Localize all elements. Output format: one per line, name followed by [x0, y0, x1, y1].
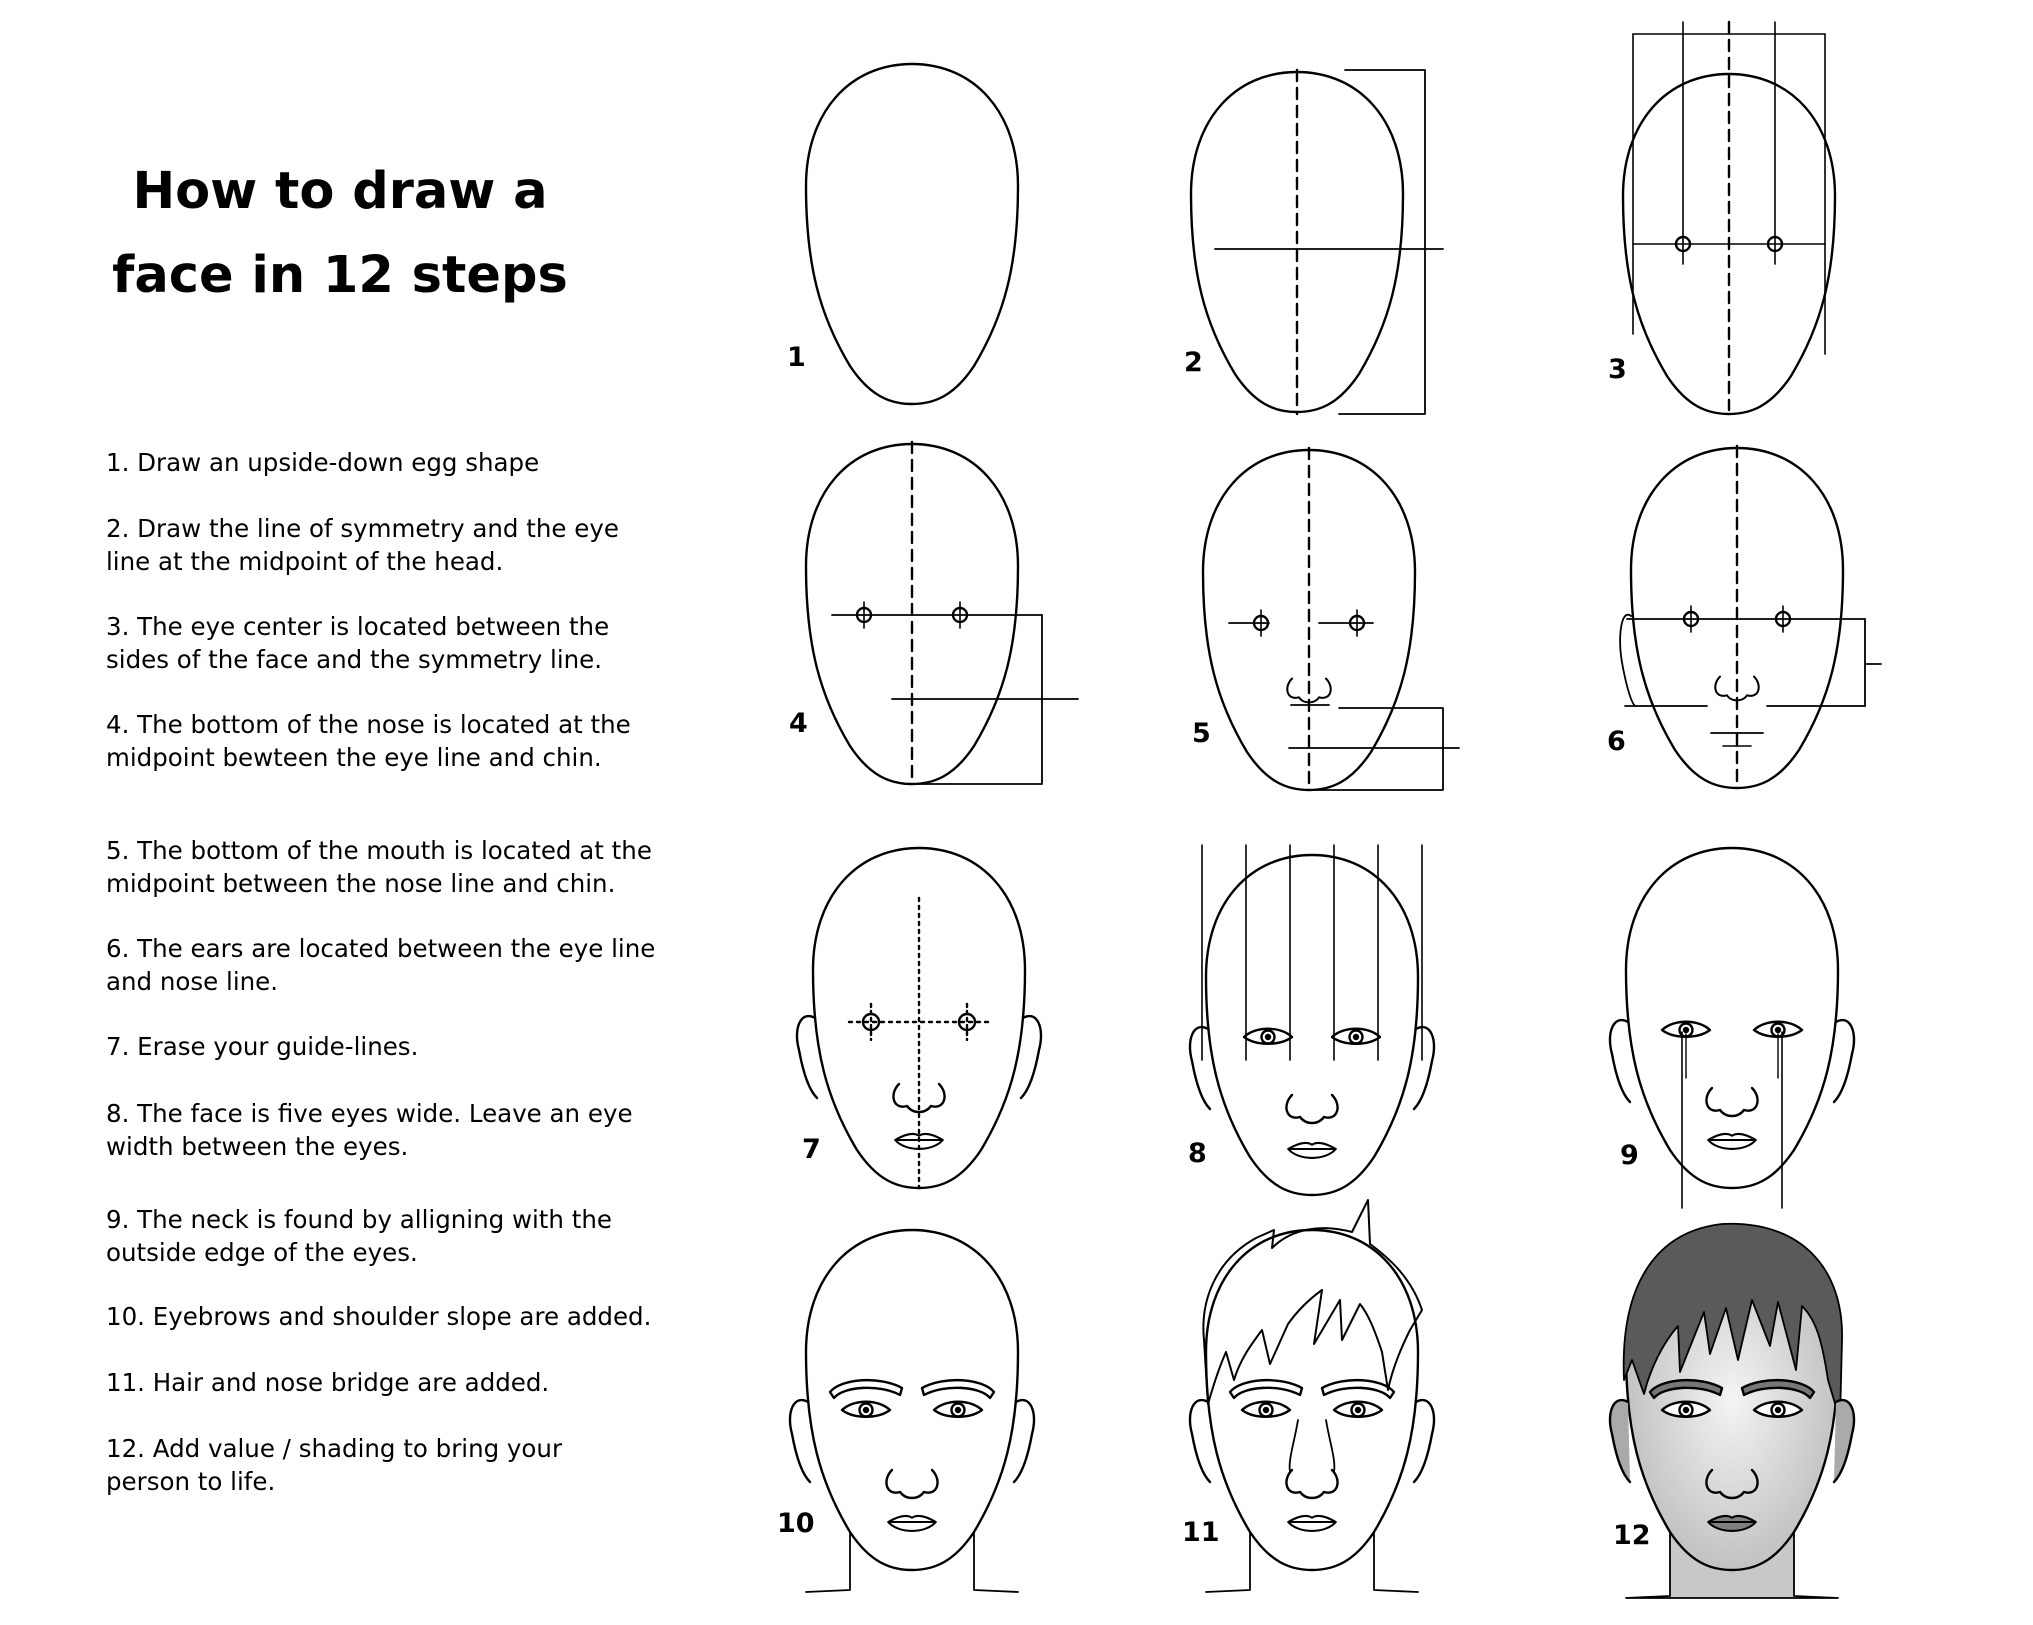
face-step-11 [1190, 1200, 1434, 1592]
step-11-text: 11. Hair and nose bridge are added. [106, 1368, 550, 1397]
title-line-2: face in 12 steps [112, 246, 568, 305]
title-line-1: How to draw a [132, 162, 548, 221]
figure-label-3: 3 [1608, 354, 1627, 385]
face-step-2 [1191, 70, 1443, 414]
figure-label-11: 11 [1182, 1517, 1220, 1548]
face-step-9 [1610, 848, 1854, 1208]
step-10-text: 10. Eyebrows and shoulder slope are added. [106, 1302, 652, 1331]
step-2-text: 2. Draw the line of symmetry and the eye line at the midpoint of the head. [106, 514, 619, 576]
figure-label-5: 5 [1192, 718, 1211, 749]
step-7-text: 7. Erase your guide-lines. [106, 1032, 419, 1061]
figure-label-1: 1 [787, 342, 806, 373]
step-3-text: 3. The eye center is located between the sides of the face and the symmetry line. [106, 612, 610, 674]
face-step-5 [1203, 448, 1459, 790]
step-8-text: 8. The face is five eyes wide. Leave an eye width between the eyes. [106, 1099, 633, 1161]
figure-label-4: 4 [789, 708, 808, 739]
face-step-4 [806, 442, 1078, 784]
face-step-10 [790, 1230, 1034, 1592]
figure-label-6: 6 [1607, 726, 1626, 757]
figure-label-10: 10 [777, 1508, 815, 1539]
face-step-7 [797, 848, 1041, 1188]
face-step-6 [1620, 446, 1881, 788]
face-step-3 [1623, 22, 1835, 414]
figure-label-12: 12 [1613, 1520, 1651, 1551]
face-step-1 [806, 64, 1018, 404]
figure-label-8: 8 [1188, 1138, 1207, 1169]
figure-label-9: 9 [1620, 1140, 1639, 1171]
step-1-text: 1. Draw an upside-down egg shape [106, 448, 540, 477]
step-9-text: 9. The neck is found by alligning with the outside edge of the eyes. [106, 1205, 612, 1267]
figure-label-2: 2 [1184, 347, 1203, 378]
step-12-text: 12. Add value / shading to bring your person to life. [106, 1434, 563, 1496]
figure-label-7: 7 [802, 1134, 821, 1165]
face-step-8 [1190, 845, 1434, 1195]
step-5-text: 5. The bottom of the mouth is located at the midpoint between the nose line and chin. [106, 836, 652, 898]
step-6-text: 6. The ears are located between the eye line and nose line. [106, 934, 656, 996]
step-4-text: 4. The bottom of the nose is located at the midpoint bewteen the eye line and chin. [106, 710, 631, 772]
